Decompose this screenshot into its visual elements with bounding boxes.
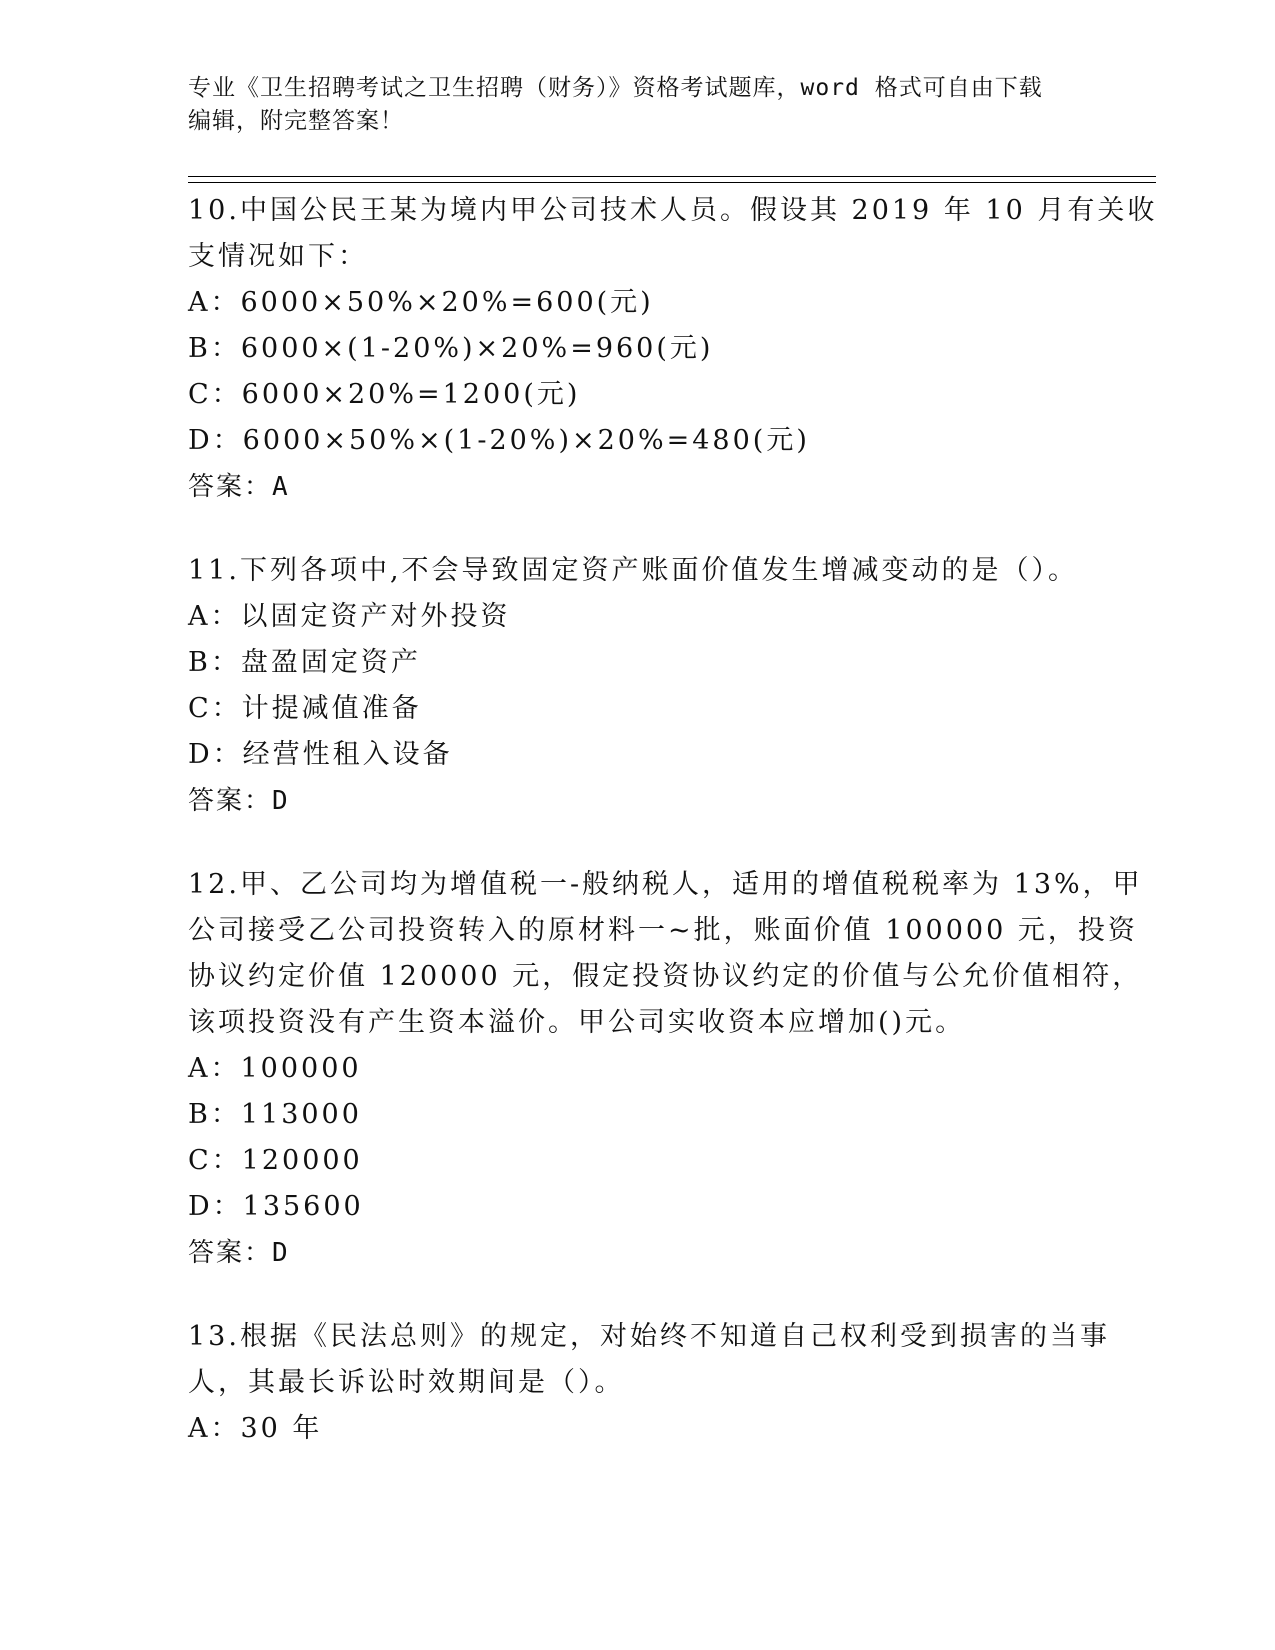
question-11 <box>188 548 1108 824</box>
question-stem-line: 13.根据《民法总则》的规定，对始终不知道自己权利受到损害的当事 <box>188 1321 1110 1352</box>
option-d: D：6000×50%×(1-20%)×20%=480(元) <box>188 425 810 456</box>
option-c: C：计提减值准备 <box>188 693 422 724</box>
header-rule-bottom <box>188 182 1156 183</box>
question-stem-line: 10.中国公民王某为境内甲公司技术人员。假设其 2019 年 10 月有关收 <box>188 195 1158 226</box>
question-10 <box>188 188 1158 510</box>
answer-line: 答案：D <box>188 786 290 816</box>
option-b: B：113000 <box>188 1099 362 1130</box>
question-stem-line: 该项投资没有产生资本溢价。甲公司实收资本应增加()元。 <box>188 1007 966 1038</box>
question-13 <box>188 1314 1108 1452</box>
answer-line: 答案：D <box>188 1238 290 1268</box>
question-stem-line: 公司接受乙公司投资转入的原材料一~批，账面价值 100000 元，投资 <box>188 915 1138 946</box>
question-stem-line: 人，其最长诉讼时效期间是（）。 <box>188 1367 625 1398</box>
question-stem-line: 11.下列各项中,不会导致固定资产账面价值发生增减变动的是（）。 <box>188 555 1079 586</box>
question-12 <box>188 862 1143 1276</box>
option-a: A：以固定资产对外投资 <box>188 601 511 632</box>
answer-line: 答案：A <box>188 472 290 502</box>
option-c: C：120000 <box>188 1145 363 1176</box>
option-a: A：30 年 <box>188 1413 323 1444</box>
option-d: D：经营性租入设备 <box>188 739 453 770</box>
question-stem-line: 协议约定价值 120000 元，假定投资协议约定的价值与公允价值相符， <box>188 961 1143 992</box>
option-b: B：6000×(1-20%)×20%=960(元) <box>188 333 714 364</box>
option-a: A：100000 <box>188 1053 362 1084</box>
option-b: B：盘盈固定资产 <box>188 647 421 678</box>
option-d: D：135600 <box>188 1191 364 1222</box>
header-line-1: 专业《卫生招聘考试之卫生招聘（财务）》资格考试题库，word 格式可自由下载 <box>188 75 1043 101</box>
document-header <box>188 72 1088 138</box>
option-c: C：6000×20%=1200(元) <box>188 379 581 410</box>
option-a: A：6000×50%×20%=600(元) <box>188 287 654 318</box>
header-line-2: 编辑，附完整答案！ <box>188 108 404 134</box>
header-rule-top <box>188 176 1156 177</box>
question-list <box>188 188 1158 1490</box>
question-stem-line: 支情况如下： <box>188 241 368 272</box>
question-stem-line: 12.甲、乙公司均为增值税一-般纳税人，适用的增值税税率为 13%，甲 <box>188 869 1143 900</box>
